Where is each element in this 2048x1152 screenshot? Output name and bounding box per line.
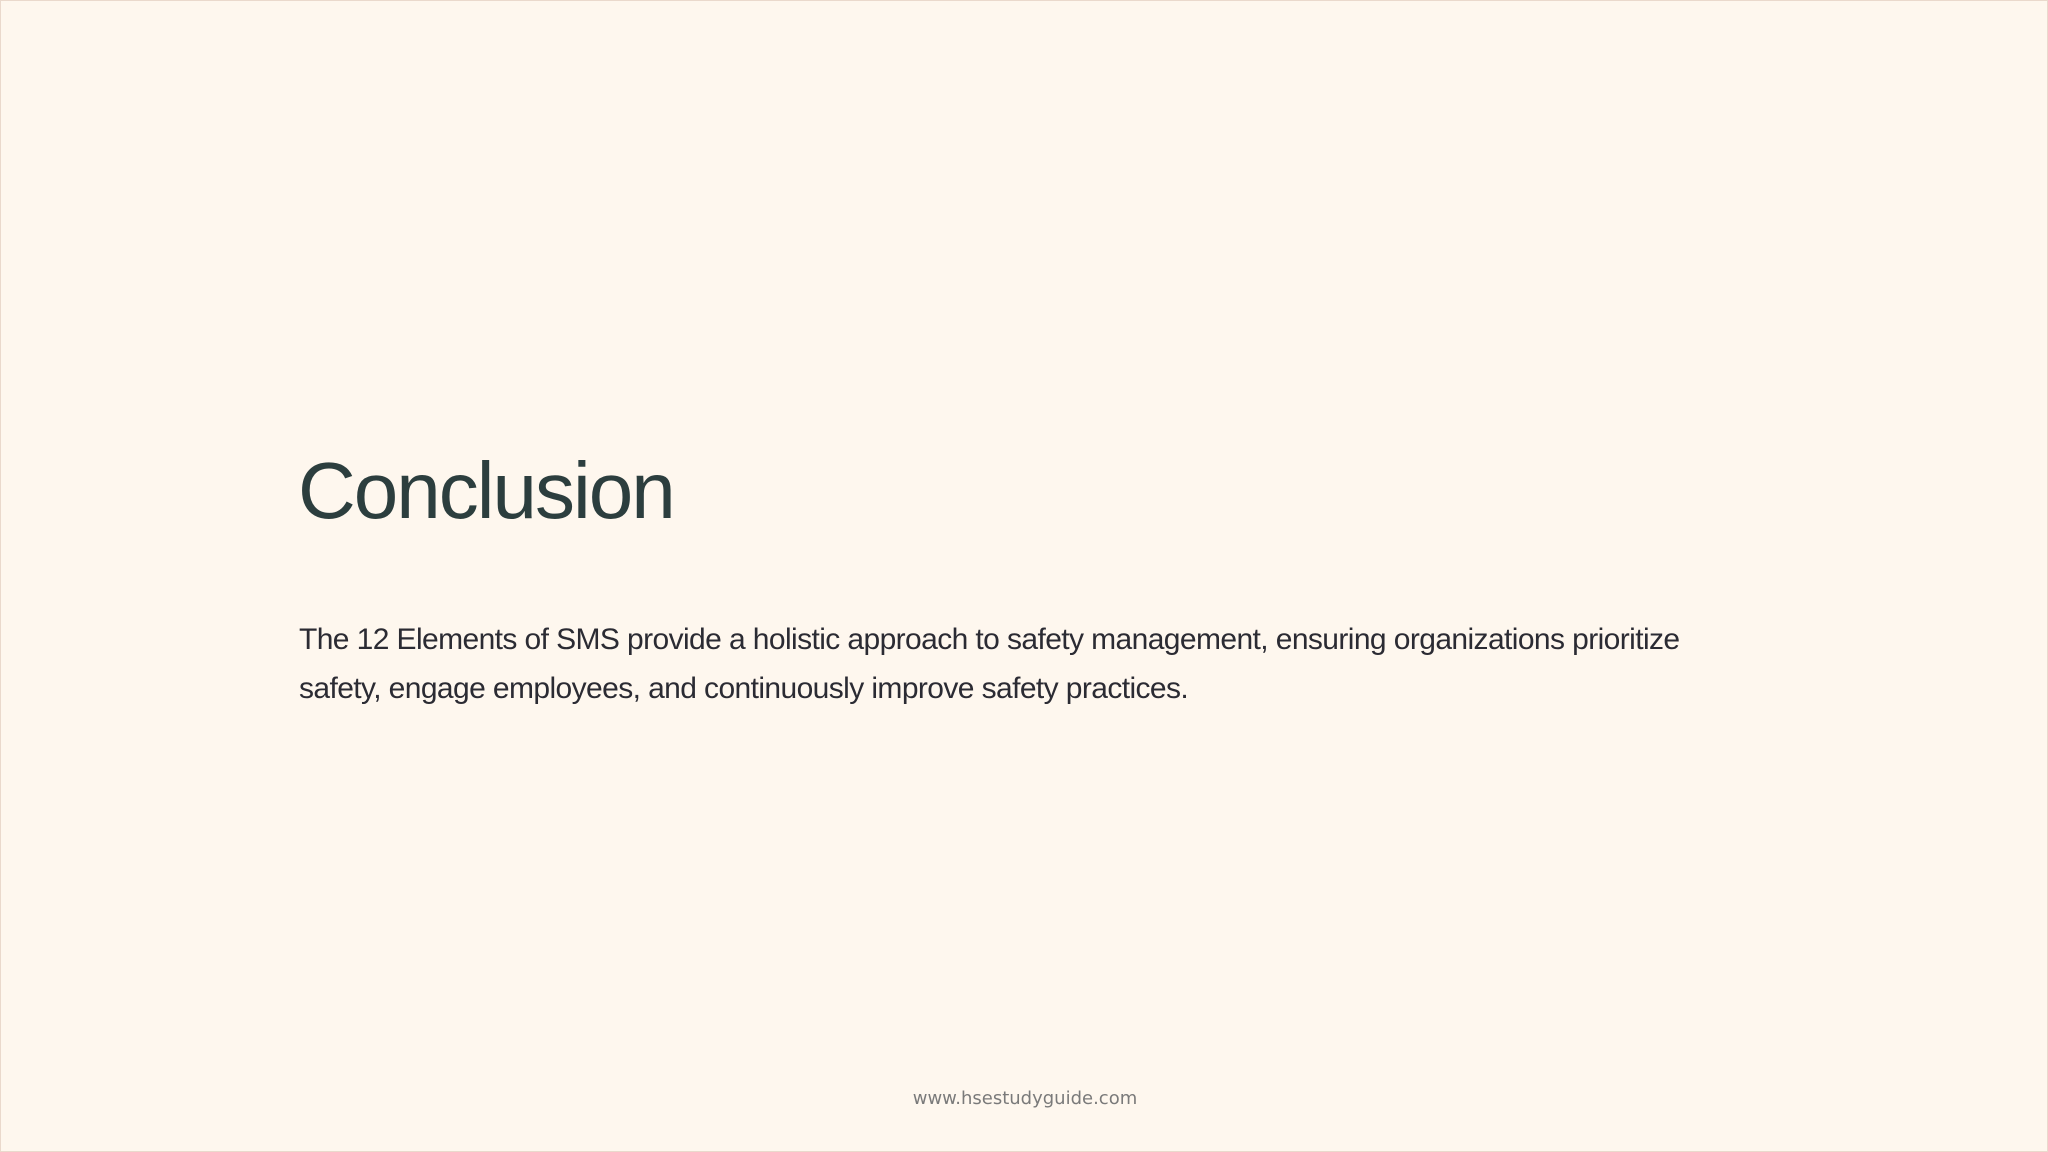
slide-title: Conclusion (298, 446, 674, 535)
footer-website-url: www.hsestudyguide.com (912, 1088, 1138, 1109)
slide-body-text: The 12 Elements of SMS provide a holistic approach to safety management, ensuring organizations prioritize safety, engage employees, and continuously improve safety practices. (299, 623, 1680, 705)
